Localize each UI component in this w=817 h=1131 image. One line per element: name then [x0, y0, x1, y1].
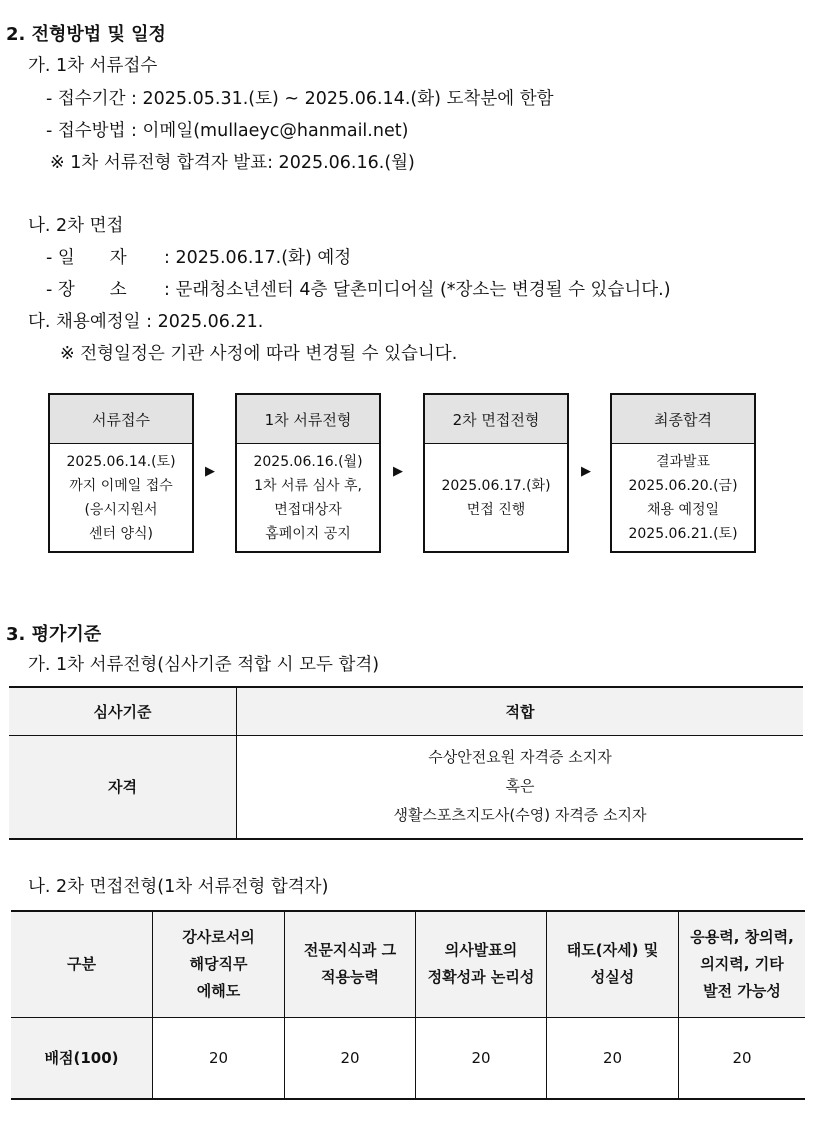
- score-cell: 20: [153, 1017, 285, 1099]
- table-header-col: [679, 911, 806, 1017]
- qualification-line: 수상안전요원 자격증 소지자: [428, 748, 612, 767]
- table-header-col: [285, 911, 416, 1017]
- schedule-note: ※ 전형일정은 기관 사정에 따라 변경될 수 있습니다.: [60, 344, 458, 364]
- table-header-pass: 적합: [237, 687, 804, 735]
- subsection-na-eval-title: 나. 2차 면접전형(1차 서류전형 합격자): [28, 877, 329, 897]
- flow-step-line: 1차 서류 심사 후,: [254, 478, 362, 494]
- table-header-category: 구분: [11, 911, 153, 1017]
- application-period: - 접수기간 : 2025.05.31.(토) ~ 2025.06.14.(화) 도착분에 한함: [46, 89, 554, 109]
- flow-step-2: [235, 393, 381, 553]
- flow-step-line: 홈페이지 공지: [265, 526, 351, 542]
- flow-step-line: 까지 이메일 접수: [69, 478, 173, 494]
- header-line: 강사로서의: [182, 927, 255, 946]
- flow-arrow-icon: ▶: [581, 464, 591, 479]
- header-line: 의사발표의: [444, 941, 518, 960]
- table-row-label: 배점(100): [11, 1017, 153, 1099]
- interview-date-label: - 일 자: [46, 248, 127, 268]
- interview-place-label: - 장 소: [46, 280, 127, 300]
- table-header-col: [416, 911, 547, 1017]
- header-line: 성실성: [590, 968, 635, 987]
- flow-step-line: 면접대상자: [274, 502, 342, 518]
- qualification-line: 생활스포츠지도사(수영) 자격증 소지자: [393, 806, 647, 825]
- score-cell: 20: [547, 1017, 679, 1099]
- flow-step-line: (응시지원서: [84, 502, 158, 518]
- header-line: 정확성과 논리성: [427, 968, 535, 987]
- score-cell: 20: [285, 1017, 416, 1099]
- flow-step-title: 1차 서류전형: [237, 395, 379, 444]
- interview-place-value: : 문래청소년센터 4층 달촌미디어실 (*장소는 변경될 수 있습니다.): [164, 280, 671, 300]
- score-cell: 20: [679, 1017, 806, 1099]
- table-header-col: [153, 911, 285, 1017]
- table-header-col: [547, 911, 679, 1017]
- interview-scoring-table: [11, 910, 805, 1100]
- header-line: 응용력, 창의력,: [690, 927, 794, 946]
- document-screening-table: [9, 686, 803, 840]
- header-line: 발전 가능성: [703, 981, 781, 1000]
- hire-date: 다. 채용예정일 : 2025.06.21.: [28, 312, 264, 332]
- subsection-ga-eval-title: 가. 1차 서류전형(심사기준 적합 시 모두 합격): [28, 655, 380, 675]
- first-result-note: ※ 1차 서류전형 합격자 발표: 2025.06.16.(월): [50, 153, 415, 173]
- flow-step-1: [48, 393, 194, 553]
- flow-step-line: 2025.06.16.(월): [253, 454, 363, 470]
- flow-step-title: 최종합격: [612, 395, 754, 444]
- table-header-criteria: 심사기준: [9, 687, 237, 735]
- flow-step-line: 2025.06.20.(금): [628, 478, 738, 494]
- score-cell: 20: [416, 1017, 547, 1099]
- header-line: 의지력, 기타: [700, 954, 784, 973]
- qualification-line: 혹은: [505, 777, 535, 796]
- header-line: 에해도: [196, 981, 241, 1000]
- application-method: - 접수방법 : 이메일(mullaeyc@hanmail.net): [46, 121, 409, 141]
- subsection-ga-title: 가. 1차 서류접수: [28, 56, 158, 76]
- flow-step-title: 2차 면접전형: [425, 395, 567, 444]
- flow-step-line: 2025.06.21.(토): [628, 526, 738, 542]
- flow-step-line: 채용 예정일: [646, 502, 720, 518]
- flow-step-line: 2025.06.17.(화): [441, 478, 551, 494]
- interview-date-value: : 2025.06.17.(화) 예정: [164, 248, 352, 268]
- section-2-title: 2. 전형방법 및 일정: [6, 24, 166, 45]
- section-3-title: 3. 평가기준: [6, 624, 102, 645]
- flow-step-3: [423, 393, 569, 553]
- header-line: 해당직무: [189, 954, 248, 973]
- subsection-na-title: 나. 2차 면접: [28, 216, 124, 236]
- table-row-label: 자격: [9, 735, 237, 839]
- flow-arrow-icon: ▶: [393, 464, 403, 479]
- header-line: 전문지식과 그: [303, 941, 397, 960]
- header-line: 적용능력: [321, 968, 379, 987]
- flow-step-line: 센터 양식): [88, 526, 153, 542]
- qualification-cell: [237, 735, 804, 839]
- flow-step-line: 면접 진행: [466, 502, 526, 518]
- flow-step-line: 결과발표: [655, 454, 711, 470]
- flow-step-line: 2025.06.14.(토): [66, 454, 176, 470]
- flow-step-4: [610, 393, 756, 553]
- flow-arrow-icon: ▶: [205, 464, 215, 479]
- header-line: 태도(자세) 및: [566, 941, 659, 960]
- flow-step-title: 서류접수: [50, 395, 192, 444]
